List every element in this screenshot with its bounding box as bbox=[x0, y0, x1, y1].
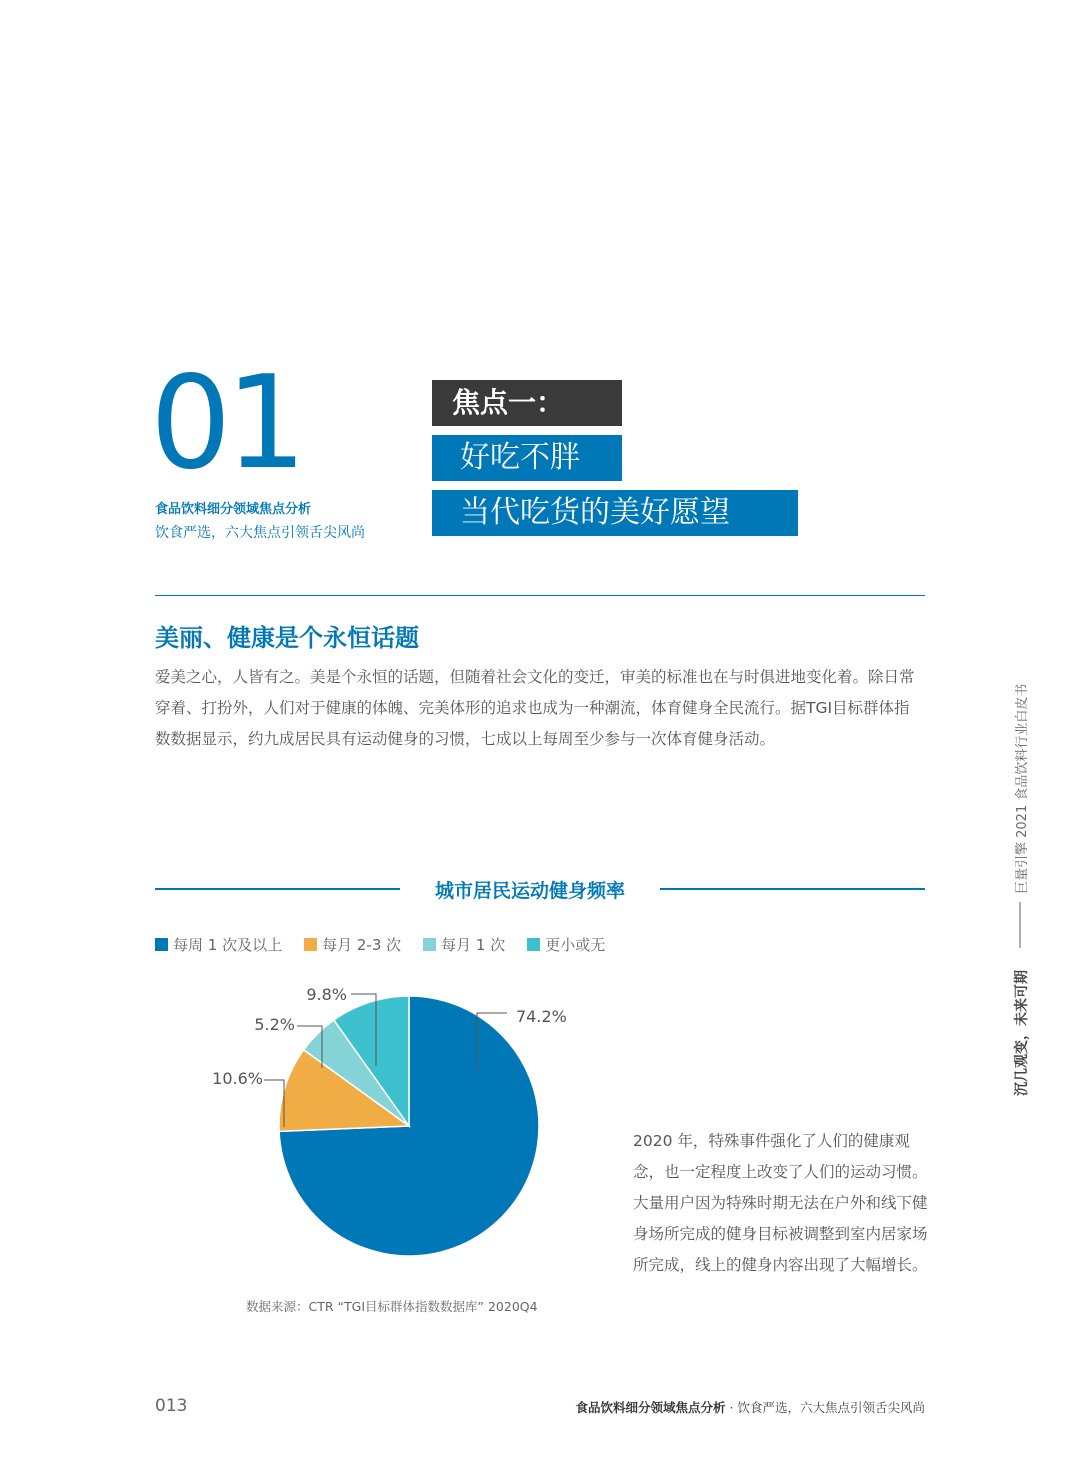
slice-data-label: 74.2% bbox=[516, 1007, 567, 1026]
legend-swatch bbox=[304, 938, 317, 951]
footer-title-bold: 食品饮料细分领域焦点分析 bbox=[575, 1400, 726, 1415]
article-paragraph: 爱美之心，人皆有之。美是个永恒的话题，但随着社会文化的变迁，审美的标准也在与时俱进地变化着。除日常穿着、打扮外，人们对于健康的体魄、完美体形的追求也成为一种潮流，体育健身全民流行。据TGI目标群体指数数据显示，约九成居民具有运动健身的习惯，七成以上每周至少参与一次体育健身活动。 bbox=[155, 668, 915, 748]
focus-subheadline: 当代吃货的美好愿望 bbox=[432, 490, 798, 536]
legend-item bbox=[304, 934, 401, 955]
data-source: 数据来源：CTR “TGI目标群体指数数据库” 2020Q4 bbox=[246, 1299, 538, 1314]
focus-label: 焦点一： bbox=[432, 380, 622, 426]
footer-separator: · bbox=[725, 1400, 738, 1415]
page-number: 013 bbox=[155, 1396, 188, 1416]
chart-title: 城市居民运动健身频率 bbox=[434, 880, 625, 902]
side-title-normal: 巨量引擎 2021 食品饮料行业白皮书 bbox=[1015, 683, 1030, 894]
side-title-bold: 沉几观变，未来可期 bbox=[1014, 970, 1030, 1096]
chart-title-rule-right bbox=[660, 888, 925, 890]
legend-swatch bbox=[423, 938, 436, 951]
pie-chart bbox=[150, 960, 630, 1290]
legend-label: 每月 1 次 bbox=[441, 936, 506, 954]
side-running-title bbox=[1000, 680, 1040, 1100]
section-number: 01 bbox=[150, 349, 301, 498]
slice-data-label: 5.2% bbox=[254, 1015, 295, 1034]
chart-legend bbox=[155, 934, 605, 955]
footer-title-normal: 饮食严选，六大焦点引领舌尖风尚 bbox=[737, 1400, 925, 1415]
focus-headline: 好吃不胖 bbox=[432, 435, 622, 481]
legend-label: 更小或无 bbox=[545, 936, 606, 954]
slice-data-label: 10.6% bbox=[212, 1069, 263, 1088]
legend-label: 每周 1 次及以上 bbox=[173, 936, 283, 954]
section-title: 食品饮料细分领域焦点分析 bbox=[155, 502, 312, 517]
legend-item bbox=[527, 934, 605, 955]
section-subtitle: 饮食严选，六大焦点引领舌尖风尚 bbox=[155, 525, 365, 541]
legend-label: 每月 2-3 次 bbox=[322, 936, 402, 954]
chart-title-rule-left bbox=[155, 888, 400, 890]
article-heading: 美丽、健康是个永恒话题 bbox=[155, 624, 419, 652]
legend-item bbox=[423, 934, 505, 955]
divider bbox=[155, 595, 925, 596]
chart-note: 2020 年，特殊事件强化了人们的健康观念，也一定程度上改变了人们的运动习惯。大量用户因为特殊时期无法在户外和线下健身场所完成的健身目标被调整到室内居家场所完成，线上的健身内容出现了大幅增长。 bbox=[633, 1132, 928, 1274]
legend-swatch bbox=[155, 938, 168, 951]
slice-data-label: 9.8% bbox=[306, 985, 347, 1004]
legend-item bbox=[155, 934, 282, 955]
legend-swatch bbox=[527, 938, 540, 951]
footer-title bbox=[576, 1398, 925, 1416]
